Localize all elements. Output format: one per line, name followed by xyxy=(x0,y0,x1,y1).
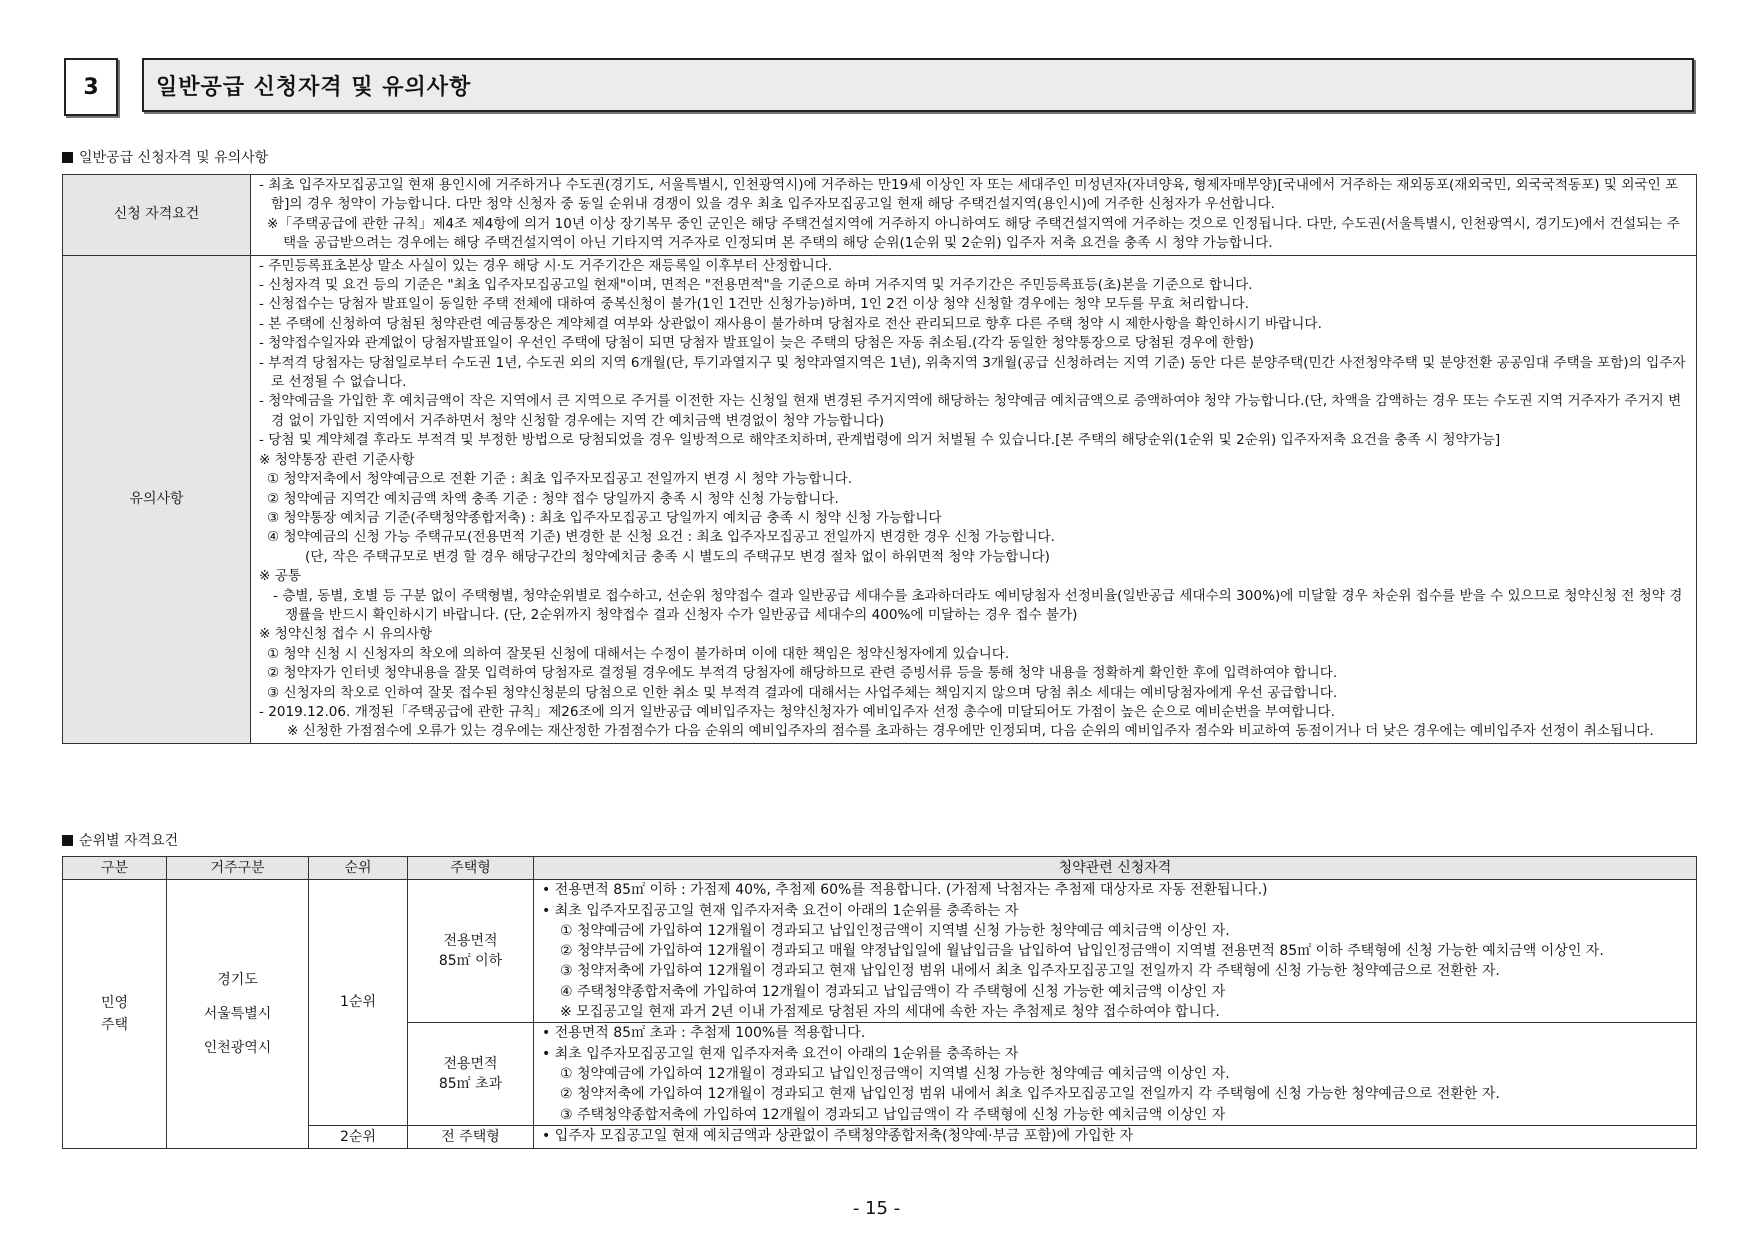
subheading-text: 일반공급 신청자격 및 유의사항 xyxy=(79,150,269,166)
text-line: - 2019.12.06. 개정된「주택공급에 관한 규칙」제26조에 의거 일반공급 예비입주자는 청약신청자가 예비입주자 선정 총수에 미달되어도 가점이 높은 순으로 예비순번을 부여합니다. xyxy=(259,703,1336,720)
page-number: - 15 - xyxy=(852,1198,901,1219)
text-line: • 최초 입주자모집공고일 현재 입주자저축 요건이 아래의 1순위를 충족하는 자 xyxy=(542,902,1019,919)
housing-type-cell xyxy=(63,880,167,1149)
rank-requirements-table xyxy=(62,856,1697,1149)
text-line: - 청약접수일자와 관계없이 당첨자발표일이 우선인 주택에 당첨이 되면 당첨자 발표일이 늦은 주택의 당첨은 자동 취소됨.(각각 동일한 청약통장으로 당첨된 경우에 한함) xyxy=(259,335,1254,352)
text-line: ③ 청약저축에 가입하여 12개월이 경과되고 현재 납입인정 범위 내에서 최초 입주자모집공고일 전일까지 각 주택형에 신청 가능한 청약예금으로 전환한 자. xyxy=(560,963,1500,980)
unit-size-line: 85㎡ 초과 xyxy=(438,1076,503,1093)
section-title: 일반공급 신청자격 및 유의사항 xyxy=(142,58,1694,112)
text-line: ※ 모집공고일 현재 과거 2년 이내 가점제로 당첨된 자의 세대에 속한 자는 추첨제로 청약 접수하여야 합니다. xyxy=(560,1004,1220,1021)
unit-size-line: 85㎡ 이하 xyxy=(438,953,503,970)
column-header: 순위 xyxy=(309,857,408,880)
residence-cell xyxy=(167,880,309,1149)
section-number: 3 xyxy=(64,58,118,116)
column-header: 구분 xyxy=(63,857,167,880)
housing-type-label: 민영 주택 xyxy=(100,995,129,1034)
row-content xyxy=(251,255,1697,743)
text-line: ② 청약예금 지역간 예치금액 차액 충족 기준 : 청약 접수 당일까지 충족 시 청약 신청 가능합니다. xyxy=(267,490,839,507)
region-label: 경기도 xyxy=(217,972,258,989)
unit-size-line: 전용면적 xyxy=(443,1055,498,1072)
unit-size-cell: 전 주택형 xyxy=(408,1125,534,1148)
column-header: 거주구분 xyxy=(167,857,309,880)
text-line: ③ 청약통장 예치금 기준(주택청약종합저축) : 최초 입주자모집공고 당일까지 예치금 충족 시 청약 신청 가능합니다 xyxy=(267,509,942,526)
row-label: 신청 자격요건 xyxy=(63,175,251,256)
subheading-text: 순위별 자격요건 xyxy=(79,833,179,849)
text-line: ② 청약저축에 가입하여 12개월이 경과되고 현재 납입인정 범위 내에서 최초 입주자모집공고일 전일까지 각 주택형에 신청 가능한 청약예금으로 전환한 자. xyxy=(560,1086,1500,1103)
text-line: - 주민등록표초본상 말소 사실이 있는 경우 해당 시·도 거주기간은 재등록일 이후부터 산정합니다. xyxy=(259,257,833,274)
column-header: 청약관련 신청자격 xyxy=(534,857,1697,880)
region-label: 서울특별시 xyxy=(203,1006,272,1023)
eligibility-table xyxy=(62,174,1697,744)
text-line: ① 청약 신청 시 신청자의 착오에 의하여 잘못된 신청에 대해서는 수정이 불가하며 이에 대한 책임은 청약신청자에게 있습니다. xyxy=(267,645,1010,662)
text-line: • 최초 입주자모집공고일 현재 입주자저축 요건이 아래의 1순위를 충족하는 자 xyxy=(542,1045,1019,1062)
text-line: - 신청자격 및 요건 등의 기준은 "최초 입주자모집공고일 현재"이며, 면적은 "전용면적"을 기준으로 하며 거주지역 및 거주기간은 주민등록표등(초)본을 기준으로 합니다. xyxy=(259,277,1253,294)
text-line: • 전용면적 85㎡ 초과 : 추첨제 100%를 적용합니다. xyxy=(542,1025,866,1042)
text-line: ② 청약자가 인터넷 청약내용을 잘못 입력하여 당첨자로 결정될 경우에도 부적격 당첨자에 해당하므로 관련 증빙서류 등을 통해 청약 내용을 정확하게 확인한 후에 입력하여야 합니다. xyxy=(267,665,1338,682)
text-line: ① 청약저축에서 청약예금으로 전환 기준 : 최초 입주자모집공고 전일까지 변경 시 청약 가능합니다. xyxy=(267,471,853,488)
square-bullet-icon xyxy=(62,152,73,163)
text-line: ※ 청약통장 관련 기준사항 xyxy=(259,451,415,468)
qualification-cell xyxy=(534,1125,1697,1148)
region-label: 인천광역시 xyxy=(203,1040,272,1057)
unit-size-line: 전용면적 xyxy=(443,933,498,950)
text-line: • 입주자 모집공고일 현재 예치금액과 상관없이 주택청약종합저축(청약예·부금 포함)에 가입한 자 xyxy=(542,1127,1134,1144)
text-line: (단, 작은 주택규모로 변경 할 경우 해당구간의 청약예치금 충족 시 별도의 주택규모 변경 절차 없이 하위면적 청약 가능합니다) xyxy=(305,548,1050,565)
text-line: ※ 공통 xyxy=(259,568,301,585)
text-line: ※「주택공급에 관한 규칙」제4조 제4항에 의거 10년 이상 장기복무 중인 군인은 해당 주택건설지역에 거주하지 아니하여도 해당 주택건설지역에 거주하는 것으로 인정됩니다. 다만, 수도권(서울특별시, 인천광역시, 경기도)에서 건설되는 주택을 공급받으려는 경우에는 해당 주택건설지역이 아닌 기타지역 거주자로 인정되며 본 주택의 해당 순위(1순위 및 2순위) 입주자 저축 요건을 충족 시 청약 가능합니다. xyxy=(267,215,1680,252)
table-row xyxy=(63,175,1697,256)
table-row xyxy=(63,880,1697,1023)
text-line: ※ 청약신청 접수 시 유의사항 xyxy=(259,626,433,643)
text-line: - 당첨 및 계약체결 후라도 부적격 및 부정한 방법으로 당첨되었을 경우 일방적으로 해약조치하며, 관계법령에 의거 처벌될 수 있습니다.[본 주택의 해당순위(1순위 및 2순위) 입주자저축 요건을 충족 시 청약가능] xyxy=(259,432,1501,449)
subheading-eligibility xyxy=(62,147,268,167)
qualification-cell xyxy=(534,1023,1697,1125)
row-content xyxy=(251,175,1697,256)
text-line: ④ 주택청약종합저축에 가입하여 12개월이 경과되고 납입금액이 각 주택형에 신청 가능한 예치금액 이상인 자 xyxy=(560,983,1226,1000)
text-line: - 본 주택에 신청하여 당첨된 청약관련 예금통장은 계약체결 여부와 상관없이 재사용이 불가하며 당첨자로 전산 관리되므로 향후 다른 주택 청약 시 제한사항을 확인하시기 바랍니다. xyxy=(259,315,1322,332)
text-line: - 층별, 동별, 호별 등 구분 없이 주택형별, 청약순위별로 접수하고, 선순위 청약접수 결과 일반공급 세대수를 초과하더라도 예비당첨자 선정비율(일반공급 세대수의 300%)에 미달할 경우 차순위 접수를 받을 수 있으므로 청약신청 전 청약 경쟁률을 반드시 확인하시기 바랍니다. (단, 2순위까지 청약접수 결과 신청자 수가 일반공급 세대수의 400%에 미달하는 경우 접수 불가) xyxy=(273,587,1683,623)
text-line: ④ 청약예금의 신청 가능 주택규모(전용면적 기준) 변경한 분 신청 요건 : 최초 입주자모집공고 전일까지 변경한 경우 신청 가능합니다. xyxy=(267,529,1055,546)
text-line: ① 청약예금에 가입하여 12개월이 경과되고 납입인정금액이 지역별 신청 가능한 청약예금 예치금액 이상인 자. xyxy=(560,1065,1230,1082)
subheading-rank xyxy=(62,830,178,850)
text-line: • 전용면적 85㎡ 이하 : 가점제 40%, 추첨제 60%를 적용합니다. (가점제 낙첨자는 추첨제 대상자로 자동 전환됩니다.) xyxy=(542,882,1268,899)
square-bullet-icon xyxy=(62,835,73,846)
text-line: ※ 신청한 가점점수에 오류가 있는 경우에는 재산정한 가점점수가 다음 순위의 예비입주자의 점수를 초과하는 경우에만 인정되며, 다음 순위의 예비입주자 점수와 비교하여 동점이거나 더 낮은 경우에는 예비입주자 선정이 취소됩니다. xyxy=(287,723,1654,740)
text-line: - 청약예금을 가입한 후 예치금액이 작은 지역에서 큰 지역으로 주거를 이전한 자는 신청일 현재 변경된 주거지역에 해당하는 청약예금 예치금액으로 증액하여야 청약 가능합니다.(단, 차액을 감액하는 경우 또는 수도권 지역 거주자가 주거지 변경 없이 가입한 지역에서 거주하면서 청약 신청할 경우에는 지역 간 예치금액 변경없이 청약 가능합니다) xyxy=(259,393,1682,429)
column-header: 주택형 xyxy=(408,857,534,880)
text-line: ① 청약예금에 가입하여 12개월이 경과되고 납입인정금액이 지역별 신청 가능한 청약예금 예치금액 이상인 자. xyxy=(560,922,1230,939)
text-line: ② 청약부금에 가입하여 12개월이 경과되고 매월 약정납입일에 월납입금을 납입하여 납입인정금액이 지역별 전용면적 85㎡ 이하 주택형에 신청 가능한 예치금액 이상인 자. xyxy=(560,943,1604,960)
text-line: - 최초 입주자모집공고일 현재 용인시에 거주하거나 수도권(경기도, 서울특별시, 인천광역시)에 거주하는 만19세 이상인 자 또는 세대주인 미성년자(자녀양육, 형제자매부양)[국내에서 거주하는 재외동포(재외국민, 외국국적동포) 및 외국인 포함]의 경우 청약이 가능합니다. 다만 청약 신청자 중 동일 순위내 경쟁이 있을 경우 최초 입주자모집공고일 현재 해당 주택건설지역(용인시)에 거주한 신청자가 우선합니다. xyxy=(259,177,1679,213)
row-label: 유의사항 xyxy=(63,255,251,743)
qualification-cell xyxy=(534,880,1697,1023)
table-row xyxy=(63,1125,1697,1148)
unit-size-cell xyxy=(408,880,534,1023)
table-header-row xyxy=(63,857,1697,880)
rank-cell: 2순위 xyxy=(309,1125,408,1148)
text-line: - 부적격 당첨자는 당첨일로부터 수도권 1년, 수도권 외의 지역 6개월(단, 투기과열지구 및 청약과열지역은 1년), 위축지역 3개월(공급 신청하려는 지역 기준) 동안 다른 분양주택(민간 사전청약주택 및 분양전환 공공임대 주택을 포함)의 입주자로 선정될 수 없습니다. xyxy=(259,354,1686,391)
table-row xyxy=(63,255,1697,743)
text-line: ③ 신청자의 착오로 인하여 잘못 접수된 청약신청분의 당첨으로 인한 취소 및 부적격 결과에 대해서는 사업주체는 책임지지 않으며 당첨 취소 세대는 예비당첨자에게 우선 공급합니다. xyxy=(267,684,1338,701)
rank-cell: 1순위 xyxy=(309,880,408,1126)
unit-size-cell xyxy=(408,1023,534,1125)
text-line: ③ 주택청약종합저축에 가입하여 12개월이 경과되고 납입금액이 각 주택형에 신청 가능한 예치금액 이상인 자 xyxy=(560,1106,1226,1123)
text-line: - 신청접수는 당첨자 발표일이 동일한 주택 전체에 대하여 중복신청이 불가(1인 1건만 신청가능)하며, 1인 2건 이상 청약 신청할 경우에는 청약 모두를 무효 처리합니다. xyxy=(259,296,1249,313)
